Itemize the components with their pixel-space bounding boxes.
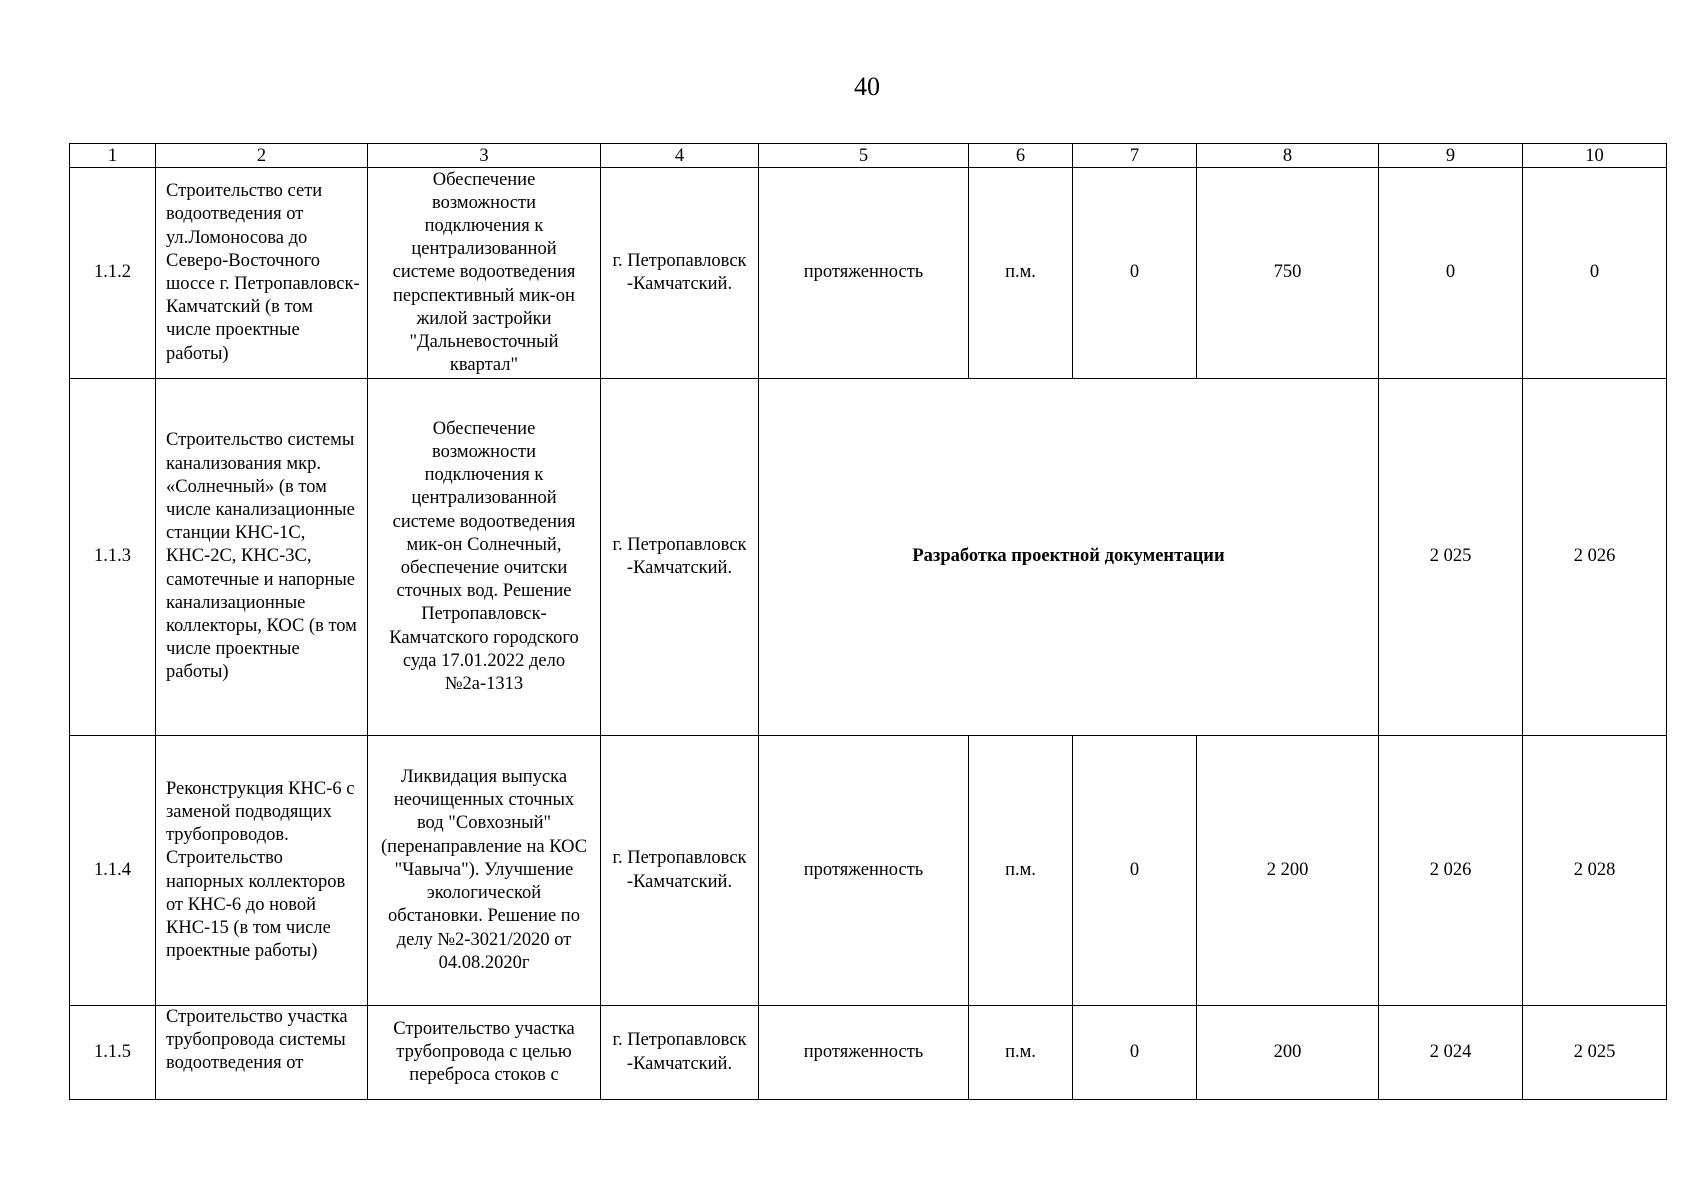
indicator-cell: протяженность — [759, 1006, 969, 1100]
start-year-cell: 2 024 — [1379, 1006, 1523, 1100]
column-header: 5 — [759, 144, 969, 168]
end-year-cell: 0 — [1523, 168, 1667, 379]
value-before-cell: 0 — [1073, 1006, 1197, 1100]
row-number-cell: 1.1.4 — [70, 736, 156, 1006]
column-header: 1 — [70, 144, 156, 168]
project-name-cell: Реконструкция КНС-6 с заменой подводящих трубопроводов. Строительство напорных коллекторов от КНС-6 до новой КНС-15 (в том числе проектные работы) — [156, 736, 368, 1006]
row-number-cell: 1.1.3 — [70, 379, 156, 736]
indicator-cell: протяженность — [759, 736, 969, 1006]
location-cell: г. Петропавловск -Камчатский. — [601, 736, 759, 1006]
project-purpose-cell: Строительство участка трубопровода с целью переброса стоков с — [368, 1006, 601, 1100]
table-row — [70, 1006, 1667, 1100]
location-cell: г. Петропавловск -Камчатский. — [601, 1006, 759, 1100]
unit-cell: п.м. — [969, 736, 1073, 1006]
end-year-cell: 2 026 — [1523, 379, 1667, 736]
indicator-cell: протяженность — [759, 168, 969, 379]
table-row — [70, 168, 1667, 379]
table-row — [70, 736, 1667, 1006]
column-number-row — [70, 144, 1667, 168]
project-table — [69, 143, 1667, 1100]
project-purpose-cell: Ликвидация выпуска неочищенных сточных вод "Совхозный" (перенаправление на КОС "Чавыча"). Улучшение экологической обстановки. Решение по делу №2-3021/2020 от 04.08.2020г — [368, 736, 601, 1006]
start-year-cell: 2 025 — [1379, 379, 1523, 736]
row-number-cell: 1.1.5 — [70, 1006, 156, 1100]
column-header: 6 — [969, 144, 1073, 168]
location-cell: г. Петропавловск -Камчатский. — [601, 168, 759, 379]
project-name-cell: Строительство участка трубопровода системы водоотведения от — [156, 1006, 368, 1100]
column-header: 3 — [368, 144, 601, 168]
value-before-cell: 0 — [1073, 736, 1197, 1006]
column-header: 7 — [1073, 144, 1197, 168]
column-header: 4 — [601, 144, 759, 168]
project-purpose-cell: Обеспечение возможности подключения к централизованной системе водоотведения перспективный мик-он жилой застройки "Дальневосточный квартал" — [368, 168, 601, 379]
row-number-cell: 1.1.2 — [70, 168, 156, 379]
start-year-cell: 2 026 — [1379, 736, 1523, 1006]
column-header: 8 — [1197, 144, 1379, 168]
page-number: 40 — [854, 72, 880, 101]
value-after-cell: 2 200 — [1197, 736, 1379, 1006]
end-year-cell: 2 025 — [1523, 1006, 1667, 1100]
column-header: 2 — [156, 144, 368, 168]
value-after-cell: 750 — [1197, 168, 1379, 379]
project-purpose-cell: Обеспечение возможности подключения к централизованной системе водоотведения мик-он Солнечный, обеспечение очитски сточных вод. Решение Петропавловск-Камчатского городского суда 17.01.2022 дело №2а-1313 — [368, 379, 601, 736]
unit-cell: п.м. — [969, 1006, 1073, 1100]
table-row — [70, 379, 1667, 736]
start-year-cell: 0 — [1379, 168, 1523, 379]
column-header: 10 — [1523, 144, 1667, 168]
project-name-cell: Строительство сети водоотведения от ул.Ломоносова до Северо-Восточного шоссе г. Петропавловск-Камчатский (в том числе проектные работы) — [156, 168, 368, 379]
unit-cell: п.м. — [969, 168, 1073, 379]
end-year-cell: 2 028 — [1523, 736, 1667, 1006]
value-after-cell: 200 — [1197, 1006, 1379, 1100]
location-cell: г. Петропавловск -Камчатский. — [601, 379, 759, 736]
merged-note-cell: Разработка проектной документации — [759, 379, 1379, 736]
project-name-cell: Строительство системы канализования мкр. «Солнечный» (в том числе канализационные станции КНС-1С, КНС-2С, КНС-3С, самотечные и напорные канализационные коллекторы, КОС (в том числе проектные работы) — [156, 379, 368, 736]
value-before-cell: 0 — [1073, 168, 1197, 379]
column-header: 9 — [1379, 144, 1523, 168]
